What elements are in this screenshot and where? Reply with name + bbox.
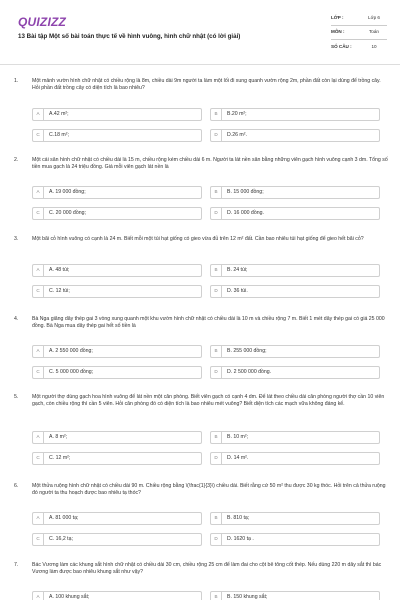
option-text: A. 48 túi;	[49, 266, 70, 273]
question-number: 5.	[14, 394, 19, 400]
option-c[interactable]	[32, 533, 202, 546]
option-letter: B	[211, 109, 222, 120]
option-letter: B	[211, 187, 222, 198]
option-letter: D	[211, 534, 222, 545]
meta-key: MÔN :	[331, 29, 345, 35]
question-number: 6.	[14, 483, 19, 489]
option-text: D. 36 túi.	[227, 287, 248, 294]
option-letter: C	[33, 208, 44, 219]
question-number: 3.	[14, 236, 19, 242]
option-text: B. 15 000 đồng;	[227, 188, 264, 195]
option-text: B. 24 túi;	[227, 266, 248, 273]
question-text: Một người thợ dùng gạch hoa hình vuông để lát nền một căn phòng. Biết viên gạch có cạnh 4 dm. Để lát theo chiều dài căn phòng người thợ cần 10 viên gạch, còn chiều rộng thì cần 5 viên. Hỏi căn phòng đó có diện tích là bao nhiêu mét vuông? Biết diện tích các mạch vữa không đáng kể.	[32, 394, 385, 408]
option-letter: C	[33, 367, 44, 378]
meta-value: 10	[371, 44, 377, 50]
option-a[interactable]	[32, 186, 202, 199]
option-text: C.18 m²;	[49, 131, 69, 138]
option-c[interactable]	[32, 129, 202, 142]
option-letter: C	[33, 286, 44, 297]
meta-key: SỐ CÂU :	[331, 44, 352, 50]
option-letter: B	[211, 265, 222, 276]
worksheet-header	[0, 0, 400, 62]
question-text: Một bãi cỏ hình vuông có cạnh là 24 m. Biết mỗi một túi hạt giống có gieo vừa đủ trên 12 m² đất. Cần bao nhiêu túi hạt giống để gieo hết bãi cỏ?	[32, 236, 364, 242]
option-text: B. 150 khung sắt;	[227, 593, 268, 600]
option-a[interactable]	[32, 264, 202, 277]
option-a[interactable]	[32, 431, 202, 444]
option-text: B. 255 000 đồng;	[227, 347, 267, 354]
option-d[interactable]	[210, 366, 380, 379]
option-b[interactable]	[210, 591, 380, 600]
option-text: D.26 m².	[227, 131, 247, 138]
option-letter: D	[211, 130, 222, 141]
question-text: Một thửa ruộng hình chữ nhật có chiều dài 90 m. Chiều rộng bằng \(\frac{1}{3}\) chiều dài. Biết rằng cứ 50 m² thu được 30 kg thóc. Hỏi trên cả thửa ruộng đó người ta thu hoạch được bao nhiêu tạ thóc?	[32, 483, 386, 497]
option-letter: C	[33, 453, 44, 464]
option-c[interactable]	[32, 366, 202, 379]
option-letter: A	[33, 265, 44, 276]
option-letter: D	[211, 286, 222, 297]
meta-row-class	[331, 11, 387, 26]
question-number: 1.	[14, 78, 19, 84]
option-letter: A	[33, 592, 44, 600]
header-divider	[0, 64, 400, 65]
meta-row-subject	[331, 26, 387, 41]
option-text: A. 100 khung sắt;	[49, 593, 90, 600]
option-text: C. 5 000 000 đồng;	[49, 368, 94, 375]
option-text: D. 1620 tạ .	[227, 535, 254, 542]
option-letter: B	[211, 346, 222, 357]
question-text: Một mảnh vườn hình chữ nhật có chiều rộng là 8m, chiều dài 9m người ta làm một lối đi xung quanh vườn rộng 2m, phần đất còn lại dùng để trồng cây. Hỏi phần đất trồng cây có diện tích là bao nhiêu?	[32, 78, 381, 92]
option-a[interactable]	[32, 591, 202, 600]
option-text: D. 16 000 đồng.	[227, 209, 264, 216]
option-b[interactable]	[210, 108, 380, 121]
option-d[interactable]	[210, 452, 380, 465]
option-b[interactable]	[210, 512, 380, 525]
option-a[interactable]	[32, 512, 202, 525]
option-text: B.20 m²;	[227, 110, 247, 117]
meta-value: Lớp 6	[368, 14, 380, 20]
option-text: A. 19 000 đồng;	[49, 188, 86, 195]
question-number: 7.	[14, 562, 19, 568]
option-letter: C	[33, 534, 44, 545]
option-letter: A	[33, 109, 44, 120]
question-number: 4.	[14, 316, 19, 322]
option-text: B. 10 m²;	[227, 433, 249, 440]
option-letter: D	[211, 453, 222, 464]
option-a[interactable]	[32, 108, 202, 121]
option-text: C. 20 000 đồng;	[49, 209, 86, 216]
option-d[interactable]	[210, 207, 380, 220]
option-letter: D	[211, 367, 222, 378]
option-text: A. 2 550 000 đồng;	[49, 347, 93, 354]
question-number: 2.	[14, 157, 19, 163]
worksheet-title: 13 Bài tập Một số bài toán thực tế về hình vuông, hình chữ nhật (có lời giải)	[18, 33, 241, 40]
option-text: C. 12 m²;	[49, 454, 71, 461]
option-text: B. 810 tạ;	[227, 514, 250, 521]
option-letter: A	[33, 432, 44, 443]
option-text: A.42 m²;	[49, 110, 69, 117]
option-text: A. 8 m²;	[49, 433, 68, 440]
option-text: D. 14 m².	[227, 454, 249, 461]
meta-key: LỚP :	[331, 14, 344, 20]
option-text: A. 81 000 tạ;	[49, 514, 79, 521]
option-letter: D	[211, 208, 222, 219]
option-text: D. 2 500 000 đồng.	[227, 368, 272, 375]
option-d[interactable]	[210, 129, 380, 142]
option-text: C. 12 túi;	[49, 287, 70, 294]
option-c[interactable]	[32, 285, 202, 298]
option-b[interactable]	[210, 264, 380, 277]
option-a[interactable]	[32, 345, 202, 358]
meta-row-count	[331, 40, 387, 55]
option-b[interactable]	[210, 345, 380, 358]
worksheet-meta	[331, 11, 387, 55]
question-text: Bà Nga giăng dây thép gai 3 vòng xung quanh một khu vườn hình chữ nhật có chiều dài là 10 m và chiều rộng 7 m. Biết 1 mét dây thép gai có giá 25 000 đồng. Bà Nga mua dây thép gai hết số tiền là	[32, 316, 385, 330]
option-letter: B	[211, 513, 222, 524]
option-b[interactable]	[210, 186, 380, 199]
option-letter: A	[33, 513, 44, 524]
option-c[interactable]	[32, 452, 202, 465]
meta-value: Toán	[369, 29, 379, 35]
option-c[interactable]	[32, 207, 202, 220]
option-letter: B	[211, 592, 222, 600]
option-letter: B	[211, 432, 222, 443]
option-letter: C	[33, 130, 44, 141]
question-text: Một cái sân hình chữ nhật có chiều dài là 15 m, chiều rộng kém chiều dài 6 m. Người ta lát nền sân bằng những viên gạch hình vuông cạnh 3 dm. Tổng số tiền mua gạch là 24 triệu đồng. Giá mỗi viên gạch lát nền là	[32, 157, 388, 171]
option-b[interactable]	[210, 431, 380, 444]
option-text: C. 16,2 tạ;	[49, 535, 73, 542]
option-d[interactable]	[210, 533, 380, 546]
option-letter: A	[33, 187, 44, 198]
option-letter: A	[33, 346, 44, 357]
question-text: Bác Vương làm các khung sắt hình chữ nhật có chiều dài 30 cm, chiều rộng 25 cm để làm đai cho cột bê tông cốt thép. Nếu dùng 220 m dây sắt thì bác Vương làm được bao nhiêu khung sắt như vậy?	[32, 562, 382, 576]
quizizz-logo: QUIZIZZ	[18, 15, 67, 29]
option-d[interactable]	[210, 285, 380, 298]
